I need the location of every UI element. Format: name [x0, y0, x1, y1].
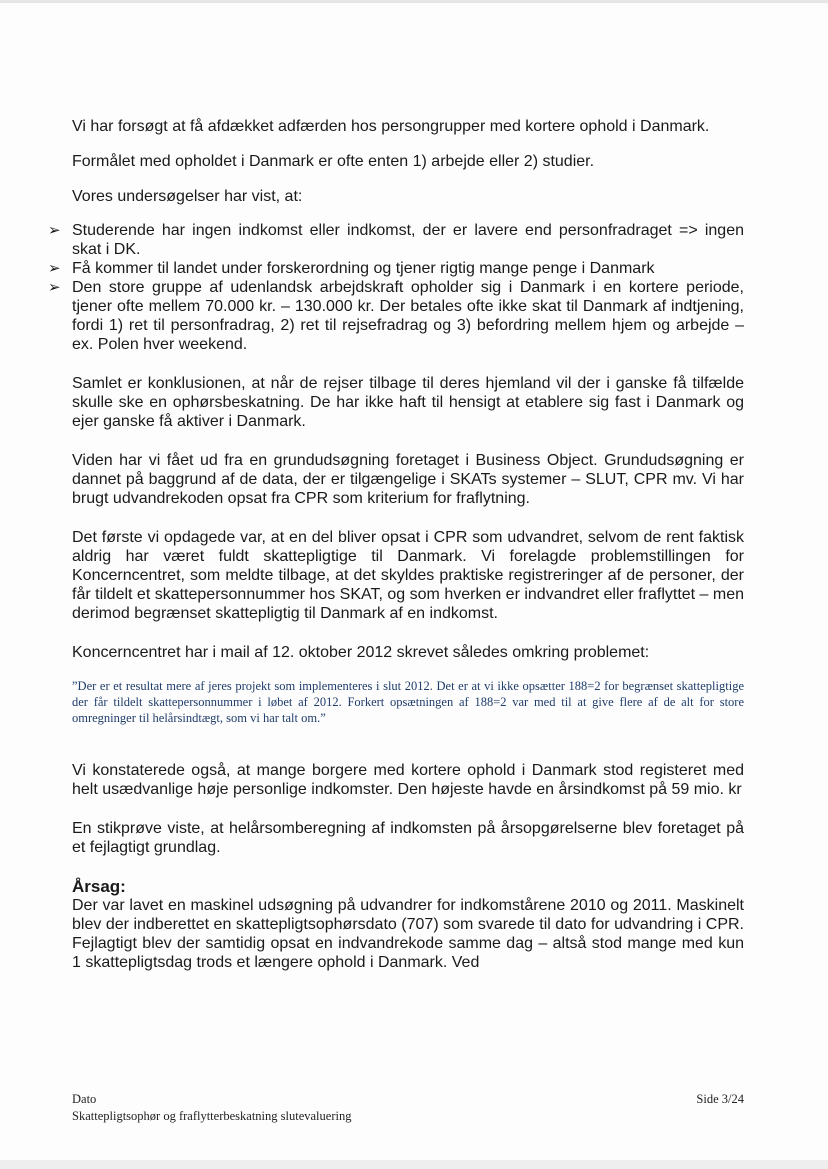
list-item	[48, 221, 744, 259]
list-item	[48, 278, 744, 354]
list-item-text: Den store gruppe af udenlandsk arbejdskraft opholder sig i Danmark i en kortere periode, tjener ofte mellem 70.000 kr. – 130.000 kr. Der betales ofte ikke skat til Danmark af indtjening, fordi 1) ret til personfradrag, 2) ret til rejsefradrag og 3) befordring mellem hjem og arbejde – ex. Polen hver weekend.	[72, 279, 744, 353]
bottom-edge	[0, 1160, 828, 1169]
body-paragraph: Samlet er konklusionen, at når de rejser tilbage til deres hjemland vil der i ganske få tilfælde skulle ske en ophørsbeskatning. De har ikke haft til hensigt at etablere sig fast i Danmark og ejer ganske få aktiver i Danmark.	[72, 375, 744, 430]
body-paragraph: Vi konstaterede også, at mange borgere med kortere ophold i Danmark stod registeret med helt usædvanlige høje personlige indkomster. Den højeste havde en årsindkomst på 59 mio. kr	[72, 762, 744, 798]
email-quote: ”Der er et resultat mere af jeres projekt som implementeres i slut 2012. Det er at vi ikke opsætter 188=2 for begrænset skattepligtige der får tildelt skattepersonnummer i løbet af 2012. Forkert opsætningen af 188=2 var med til at give flere af de alt for store omregninger til helårsindtægt, som vi har talt om.”	[72, 679, 744, 725]
body-paragraph: Viden har vi fået ud fra en grundudsøgning foretaget i Business Object. Grundudsøgning er dannet på baggrund af de data, der er tilgængelige i SKATs systemer – SLUT, CPR mv. Vi har brugt udvandrekoden opsat fra CPR som kriterium for fraflytning.	[72, 452, 744, 507]
top-edge	[0, 0, 828, 3]
footer-doc-title: Skattepligtsophør og fraflytterbeskatning slutevaluering	[72, 1109, 352, 1123]
intro-paragraph: Vi har forsøgt at få afdækket adfærden hos persongrupper med kortere ophold i Danmark.	[72, 118, 710, 135]
arrowhead-bullet-icon: ➢	[48, 222, 61, 239]
list-item-text: Studerende har ingen indkomst eller indkomst, der er lavere end personfradraget => ingen skat i DK.	[72, 222, 744, 258]
body-paragraph: En stikprøve viste, at helårsomberegning af indkomsten på årsopgørelserne blev foretaget på et fejlagtigt grundlag.	[72, 820, 744, 856]
cause-paragraph: Der var lavet en maskinel udsøgning på udvandrer for indkomstårene 2010 og 2011. Maskinelt blev der indberettet en skattepligtsophørsdato (707) som svarede til dato for udvandring i CPR. Fejlagtigt blev der samtidig opsat en indvandrekode samme dag – altså stod mange med kun 1 skattepligtsdag trods et længere ophold i Danmark. Ved	[72, 897, 744, 971]
page-footer	[72, 1091, 744, 1125]
page-body	[48, 117, 745, 972]
body-paragraph: Koncerncentret har i mail af 12. oktober 2012 skrevet således omkring problemet:	[72, 644, 650, 661]
arrowhead-bullet-icon: ➢	[48, 279, 61, 296]
findings-lead: Vores undersøgelser har vist, at:	[72, 188, 303, 205]
page-number: Side 3/24	[696, 1092, 744, 1106]
footer-date-label: Dato	[72, 1092, 97, 1106]
intro-paragraph: Formålet med opholdet i Danmark er ofte enten 1) arbejde eller 2) studier.	[72, 153, 595, 170]
body-paragraph: Det første vi opdagede var, at en del bliver opsat i CPR som udvandret, selvom de rent faktisk aldrig har været fuldt skattepligtige til Danmark. Vi forelagde problemstillingen for Koncerncentret, som meldte tilbage, at det skyldes praktiske registreringer af de personer, der får tildelt et skattepersonnummer hos SKAT, og som hverken er indvandret eller fraflyttet – men derimod begrænset skattepligtig til Danmark af en indkomst.	[72, 529, 745, 622]
arrowhead-bullet-icon: ➢	[48, 260, 61, 277]
list-item-text: Få kommer til landet under forskerordning og tjener rigtig mange penge i Danmark	[72, 260, 655, 277]
findings-list	[48, 221, 744, 354]
list-item	[48, 259, 744, 278]
section-heading: Årsag:	[72, 877, 126, 896]
